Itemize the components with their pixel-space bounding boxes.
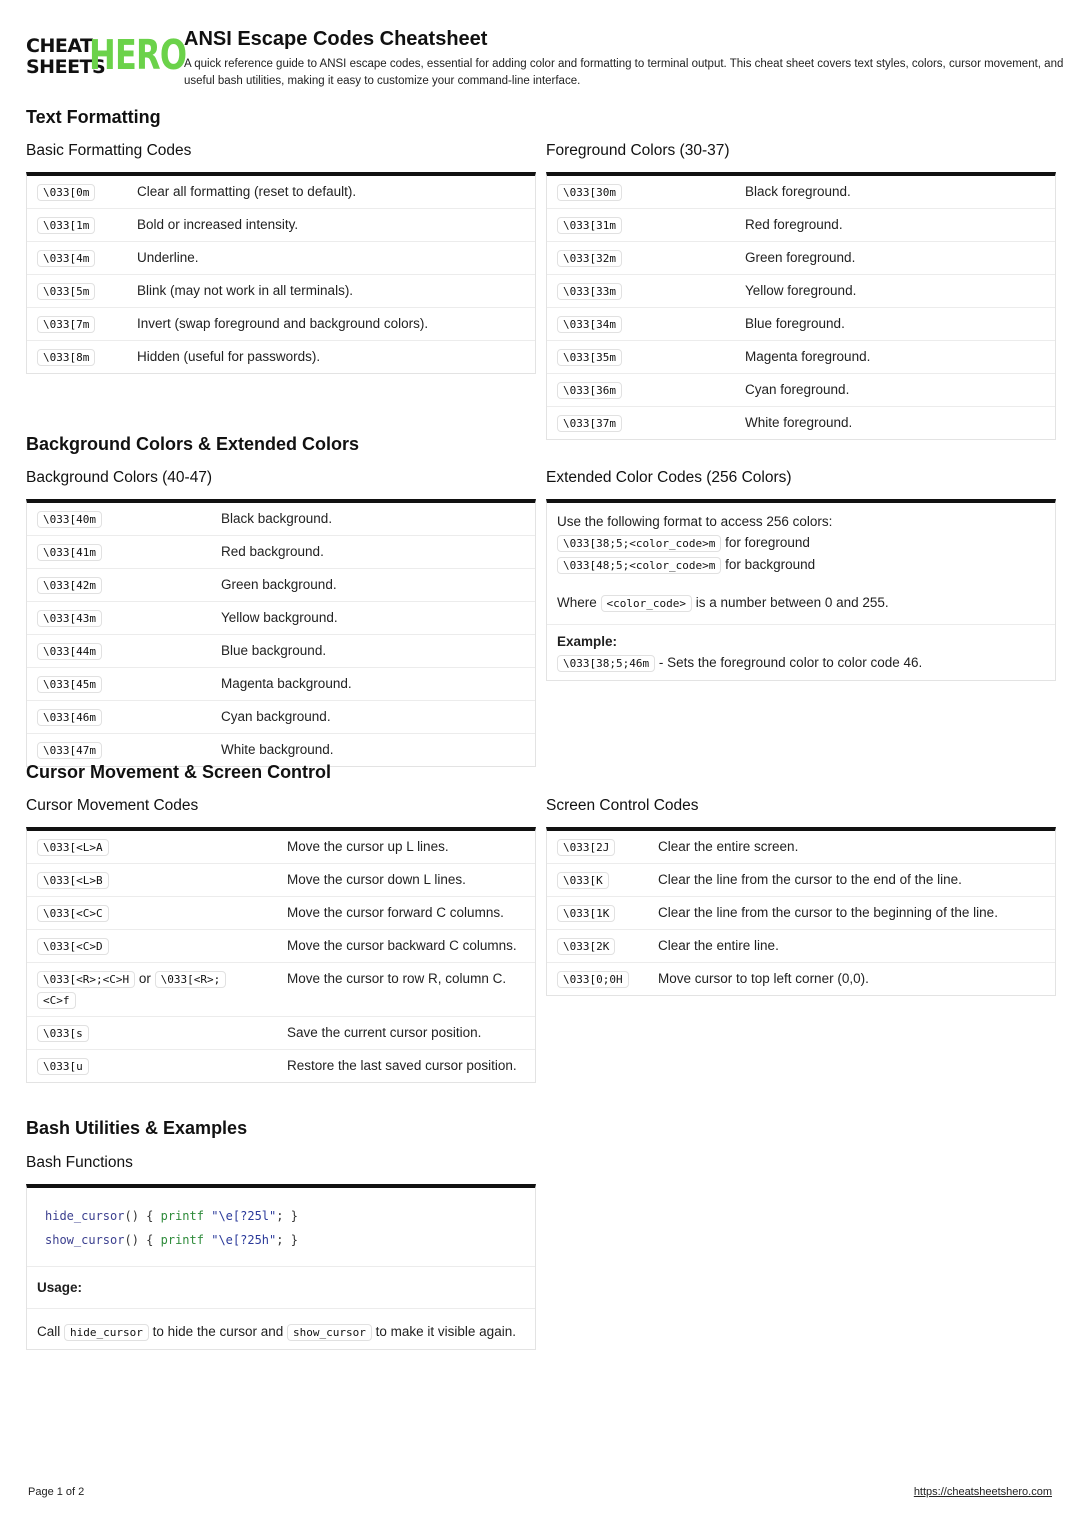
code-description: Move cursor to top left corner (0,0). bbox=[658, 971, 869, 986]
screen-control-row bbox=[547, 864, 1055, 897]
background-color-row bbox=[27, 602, 535, 635]
cursor-movement-row bbox=[27, 1017, 535, 1050]
cursor-movement-row bbox=[27, 831, 535, 864]
extended-intro: Use the following format to access 256 colors: bbox=[557, 514, 833, 529]
escape-code: \033[<L>A bbox=[37, 839, 109, 856]
code-cell bbox=[37, 1023, 287, 1044]
background-color-row bbox=[27, 536, 535, 569]
code-description: Magenta background. bbox=[221, 676, 352, 691]
foreground-color-row bbox=[547, 209, 1055, 242]
escape-code: \033[31m bbox=[557, 217, 622, 234]
code-description: Clear the line from the cursor to the beginning of the line. bbox=[658, 905, 998, 920]
code-cell bbox=[557, 936, 658, 957]
escape-code: \033[40m bbox=[37, 511, 102, 528]
escape-code: \033[<C>D bbox=[37, 938, 109, 955]
section-title-bg-extended: Background Colors & Extended Colors bbox=[26, 434, 360, 454]
bash-usage-post: to make it visible again. bbox=[375, 1324, 516, 1339]
code-description: Blink (may not work in all terminals). bbox=[137, 283, 354, 298]
background-color-row bbox=[27, 635, 535, 668]
cursor-movement-row bbox=[27, 1050, 535, 1082]
bash-usage-pre: Call bbox=[37, 1324, 61, 1339]
basic-formatting-row bbox=[27, 242, 535, 275]
code-cell bbox=[37, 674, 221, 695]
bash-functions-card bbox=[26, 1184, 536, 1350]
page-number: Page 1 of 2 bbox=[28, 1486, 85, 1498]
code-cell bbox=[557, 903, 658, 924]
screen-control-title: Screen Control Codes bbox=[546, 797, 699, 814]
foreground-colors-title: Foreground Colors (30-37) bbox=[546, 142, 730, 159]
escape-code: \033[30m bbox=[557, 184, 622, 201]
code-cell bbox=[37, 1056, 287, 1077]
code-description: Move the cursor backward C columns. bbox=[287, 938, 517, 953]
code-description: Move the cursor down L lines. bbox=[287, 872, 466, 887]
extended-example-block bbox=[547, 625, 1055, 680]
foreground-color-row bbox=[547, 341, 1055, 374]
extended-example-code: \033[38;5;46m bbox=[557, 655, 655, 672]
code-cell bbox=[37, 347, 137, 368]
extended-example-line bbox=[557, 652, 1045, 674]
extended-fg-text: for foreground bbox=[725, 535, 810, 550]
escape-code: \033[2J bbox=[557, 839, 615, 856]
code-cell bbox=[37, 936, 287, 957]
escape-code: \033[45m bbox=[37, 676, 102, 693]
code-description: White foreground. bbox=[745, 415, 853, 430]
code-string: "\e[?25l" bbox=[211, 1209, 277, 1223]
code-description: Red background. bbox=[221, 544, 324, 559]
code-cell bbox=[557, 281, 745, 302]
background-color-row bbox=[27, 668, 535, 701]
code-description: White background. bbox=[221, 742, 334, 757]
escape-code: \033[42m bbox=[37, 577, 102, 594]
code-description: Cyan foreground. bbox=[745, 382, 850, 397]
code-description: Restore the last saved cursor position. bbox=[287, 1058, 517, 1073]
extended-bg-text: for background bbox=[725, 557, 816, 572]
background-color-row bbox=[27, 701, 535, 734]
code-description: Clear the entire line. bbox=[658, 938, 779, 953]
extended-colors-card bbox=[546, 499, 1056, 681]
basic-formatting-row bbox=[27, 308, 535, 341]
code-cell bbox=[37, 281, 137, 302]
escape-code: \033[K bbox=[557, 872, 609, 889]
code-cell bbox=[557, 870, 658, 891]
escape-code-alt: \033[<R>; bbox=[155, 971, 227, 988]
code-description: Move the cursor to row R, column C. bbox=[287, 971, 507, 986]
foreground-color-row bbox=[547, 308, 1055, 341]
extended-where-post: is a number between 0 and 255. bbox=[695, 595, 889, 610]
code-description: Underline. bbox=[137, 250, 199, 265]
extended-example-text: - Sets the foreground color to color code 46. bbox=[658, 655, 923, 670]
escape-code: \033[41m bbox=[37, 544, 102, 561]
background-color-row bbox=[27, 569, 535, 602]
escape-code: \033[7m bbox=[37, 316, 95, 333]
bash-usage-mid: to hide the cursor and bbox=[152, 1324, 284, 1339]
escape-code: \033[37m bbox=[557, 415, 622, 432]
screen-control-table bbox=[546, 827, 1056, 996]
code-description: Clear all formatting (reset to default). bbox=[137, 184, 357, 199]
escape-code: \033[u bbox=[37, 1058, 89, 1075]
screen-control-row bbox=[547, 963, 1055, 995]
logo-hero: HERO bbox=[89, 31, 187, 79]
bash-usage-code-hide: hide_cursor bbox=[64, 1324, 149, 1341]
page-header bbox=[26, 28, 1064, 88]
code-cell bbox=[37, 248, 137, 269]
escape-code: \033[46m bbox=[37, 709, 102, 726]
code-cell bbox=[557, 969, 658, 990]
code-description: Green background. bbox=[221, 577, 337, 592]
escape-code: \033[35m bbox=[557, 349, 622, 366]
extended-colors-title: Extended Color Codes (256 Colors) bbox=[546, 469, 792, 486]
code-description: Cyan background. bbox=[221, 709, 331, 724]
foreground-color-row bbox=[547, 407, 1055, 439]
escape-code: \033[2K bbox=[557, 938, 615, 955]
extended-format-block bbox=[547, 503, 1055, 625]
code-description: Yellow background. bbox=[221, 610, 338, 625]
background-color-row bbox=[27, 503, 535, 536]
cursor-movement-row bbox=[27, 930, 535, 963]
background-colors-table bbox=[26, 499, 536, 767]
escape-code: \033[34m bbox=[557, 316, 622, 333]
code-cell bbox=[37, 870, 287, 891]
code-description: Bold or increased intensity. bbox=[137, 217, 299, 232]
escape-code: \033[8m bbox=[37, 349, 95, 366]
escape-code: \033[32m bbox=[557, 250, 622, 267]
bash-code-block bbox=[27, 1188, 535, 1267]
code-cell bbox=[37, 903, 287, 924]
escape-code: \033[1m bbox=[37, 217, 95, 234]
code-end: ; } bbox=[276, 1233, 298, 1247]
escape-code-alt-cont: <C>f bbox=[37, 992, 76, 1009]
extended-where-code: <color_code> bbox=[601, 595, 692, 612]
code-string: "\e[?25h" bbox=[211, 1233, 277, 1247]
code-cell bbox=[557, 347, 745, 368]
code-cell bbox=[37, 969, 287, 1011]
code-cell bbox=[557, 182, 745, 203]
escape-code: \033[0;0H bbox=[557, 971, 629, 988]
extended-bg-code: \033[48;5;<color_code>m bbox=[557, 557, 721, 574]
code-cell bbox=[37, 314, 137, 335]
code-description: Black foreground. bbox=[745, 184, 851, 199]
code-paren: () { bbox=[124, 1209, 154, 1223]
code-cell bbox=[37, 837, 287, 858]
code-description: Red foreground. bbox=[745, 217, 843, 232]
screen-control-row bbox=[547, 897, 1055, 930]
code-cell bbox=[557, 413, 745, 434]
extended-bg-line bbox=[557, 554, 1045, 576]
cursor-movement-table bbox=[26, 827, 536, 1083]
code-description: Green foreground. bbox=[745, 250, 856, 265]
logo-line-2: SHEETS bbox=[26, 56, 106, 78]
code-description: Move the cursor up L lines. bbox=[287, 839, 449, 854]
code-cell bbox=[37, 608, 221, 629]
screen-control-row bbox=[547, 831, 1055, 864]
extended-fg-line bbox=[557, 532, 1045, 554]
code-description: Clear the entire screen. bbox=[658, 839, 799, 854]
code-cell bbox=[557, 215, 745, 236]
code-paren: () { bbox=[124, 1233, 154, 1247]
code-cell bbox=[37, 509, 221, 530]
foreground-color-row bbox=[547, 374, 1055, 407]
basic-formatting-row bbox=[27, 176, 535, 209]
code-description: Yellow foreground. bbox=[745, 283, 857, 298]
escape-code: \033[44m bbox=[37, 643, 102, 660]
code-description: Black background. bbox=[221, 511, 333, 526]
code-cell bbox=[557, 314, 745, 335]
page-description: A quick reference guide to ANSI escape codes, essential for adding color and formatting to terminal output. This cheat sheet covers text styles, colors, cursor movement, and useful bash utilities, making it easy to customize your command-line interface. bbox=[184, 58, 1064, 87]
bash-usage-label-block bbox=[27, 1267, 535, 1309]
code-keyword: printf bbox=[160, 1233, 204, 1247]
code-cell bbox=[37, 575, 221, 596]
cheatsheetshero-logo[interactable] bbox=[26, 31, 187, 79]
code-description: Move the cursor forward C columns. bbox=[287, 905, 504, 920]
cursor-movement-title: Cursor Movement Codes bbox=[26, 797, 199, 814]
extended-example-label: Example: bbox=[557, 634, 618, 649]
code-end: ; } bbox=[276, 1209, 298, 1223]
escape-code: \033[1K bbox=[557, 905, 615, 922]
code-cell bbox=[557, 837, 658, 858]
code-cell bbox=[37, 542, 221, 563]
code-description: Blue foreground. bbox=[745, 316, 845, 331]
foreground-color-row bbox=[547, 242, 1055, 275]
page-title: ANSI Escape Codes Cheatsheet bbox=[184, 28, 488, 50]
escape-code: \033[5m bbox=[37, 283, 95, 300]
escape-code: \033[<C>C bbox=[37, 905, 109, 922]
extended-fg-code: \033[38;5;<color_code>m bbox=[557, 535, 721, 552]
logo-line-1: CHEAT bbox=[26, 35, 93, 57]
escape-code: \033[33m bbox=[557, 283, 622, 300]
code-cell bbox=[37, 707, 221, 728]
escape-code: \033[4m bbox=[37, 250, 95, 267]
bash-usage-code-show: show_cursor bbox=[287, 1324, 372, 1341]
code-fn-show-cursor: show_cursor bbox=[45, 1233, 125, 1247]
cursor-movement-row bbox=[27, 897, 535, 930]
code-cell bbox=[37, 740, 221, 761]
section-title-bash: Bash Utilities & Examples bbox=[26, 1118, 248, 1138]
section-title-cursor-screen: Cursor Movement & Screen Control bbox=[26, 762, 332, 782]
bash-usage-text-block bbox=[27, 1309, 535, 1349]
basic-formatting-row bbox=[27, 341, 535, 373]
code-description: Clear the line from the cursor to the end of the line. bbox=[658, 872, 962, 887]
background-colors-title: Background Colors (40-47) bbox=[26, 469, 213, 486]
foreground-colors-table bbox=[546, 172, 1056, 440]
foreground-color-row bbox=[547, 275, 1055, 308]
or-text: or bbox=[138, 971, 151, 986]
escape-code: \033[47m bbox=[37, 742, 102, 759]
foreground-color-row bbox=[547, 176, 1055, 209]
code-description: Blue background. bbox=[221, 643, 327, 658]
escape-code: \033[<R>;<C>H bbox=[37, 971, 135, 988]
cursor-movement-row bbox=[27, 864, 535, 897]
code-cell bbox=[557, 380, 745, 401]
code-keyword: printf bbox=[160, 1209, 204, 1223]
code-cell bbox=[37, 215, 137, 236]
escape-code: \033[s bbox=[37, 1025, 89, 1042]
cursor-movement-row bbox=[27, 963, 535, 1017]
section-title-text-formatting: Text Formatting bbox=[26, 107, 161, 127]
bash-code-line-2 bbox=[45, 1228, 517, 1252]
code-cell bbox=[37, 641, 221, 662]
site-link[interactable]: https://cheatsheetshero.com bbox=[913, 1486, 1052, 1498]
bash-code-line-1 bbox=[45, 1204, 517, 1228]
basic-formatting-row bbox=[27, 275, 535, 308]
bash-functions-title: Bash Functions bbox=[26, 1154, 133, 1171]
code-fn-hide-cursor: hide_cursor bbox=[45, 1209, 125, 1223]
basic-formatting-table bbox=[26, 172, 536, 374]
basic-formatting-title: Basic Formatting Codes bbox=[26, 142, 192, 159]
escape-code: \033[36m bbox=[557, 382, 622, 399]
code-cell bbox=[37, 182, 137, 203]
extended-where-pre: Where bbox=[557, 595, 597, 610]
extended-where-line bbox=[557, 592, 1045, 614]
code-description: Save the current cursor position. bbox=[287, 1025, 482, 1040]
basic-formatting-row bbox=[27, 209, 535, 242]
code-cell bbox=[557, 248, 745, 269]
screen-control-row bbox=[547, 930, 1055, 963]
code-description: Invert (swap foreground and background colors). bbox=[137, 316, 429, 331]
escape-code: \033[0m bbox=[37, 184, 95, 201]
escape-code: \033[<L>B bbox=[37, 872, 109, 889]
code-description: Magenta foreground. bbox=[745, 349, 871, 364]
escape-code: \033[43m bbox=[37, 610, 102, 627]
code-description: Hidden (useful for passwords). bbox=[137, 349, 321, 364]
bash-usage-label: Usage: bbox=[37, 1280, 83, 1295]
